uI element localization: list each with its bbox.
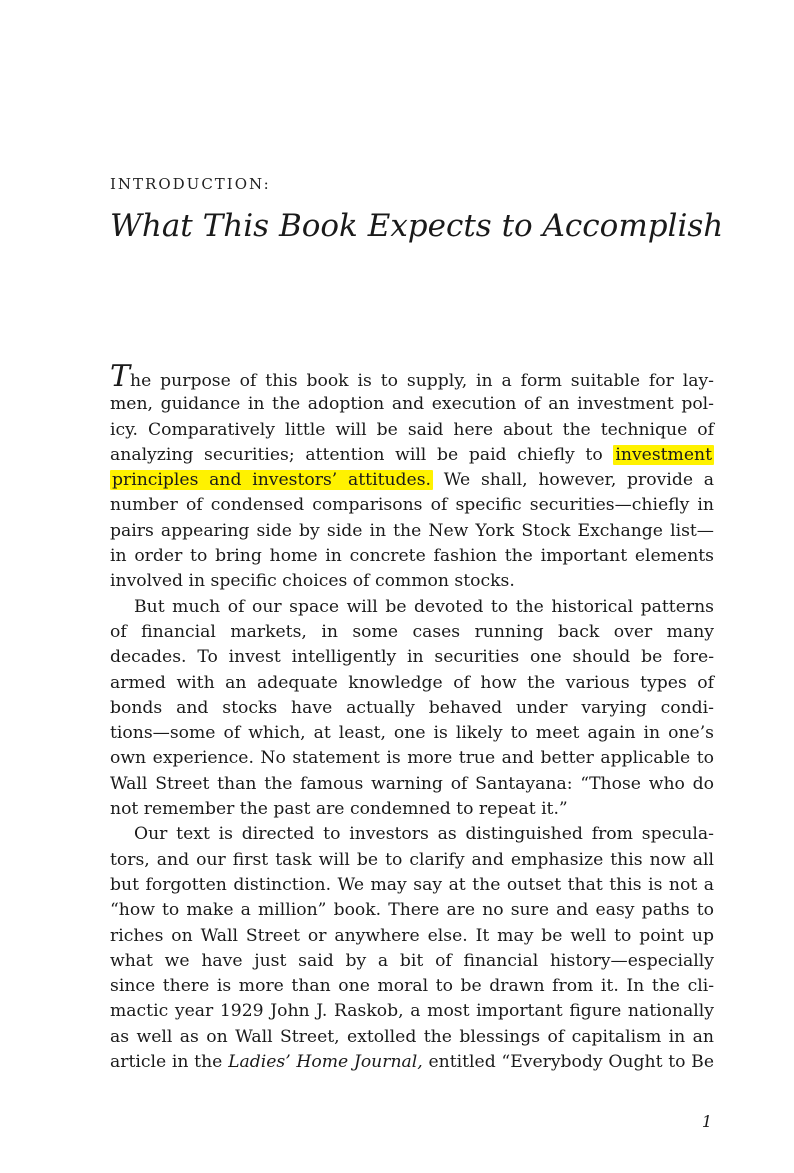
text-line: tors, and our first task will be to clarify and emphasize this now all [110,849,714,870]
text-segment: analyzing securities; attention will be paid chiefly to [110,444,603,465]
text-segment: We shall, however, provide a [443,470,715,491]
text-line: number of condensed comparisons of specific securities—chiefly in [110,495,714,516]
text-line: tions—some of which, at least, one is likely to meet again in one’s [110,723,714,744]
text-line [110,468,714,493]
text-line [110,359,714,394]
text-line: own experience. No statement is more true and better applicable to [110,748,714,769]
text-line [110,1050,714,1075]
text-line: mactic year 1929 John J. Raskob, a most important figure nationally [110,1001,714,1022]
text-line: pairs appearing side by side in the New York Stock Exchange list— [110,520,714,541]
text-line: decades. To invest intelligently in securities one should be fore- [110,647,714,668]
text-line: as well as on Wall Street, extolled the blessings of capitalism in an [110,1026,714,1047]
text-line: Our text is directed to investors as distinguished from specula- [134,824,714,845]
text-line: armed with an adequate knowledge of how the various types of [110,672,714,693]
page-number: 1 [701,1112,712,1131]
text-line: icy. Comparatively little will be said here about the technique of [110,419,714,440]
text-line: Wall Street than the famous warning of Santayana: “Those who do [110,773,714,794]
paragraph [110,595,714,823]
text-line: what we have just said by a bit of financial history—especially [110,950,714,971]
text-line: not remember the past are condemned to repeat it.” [110,799,568,820]
italic-title: Ladies’ Home Journal, [228,1052,423,1073]
text-line: “how to make a million” book. There are no sure and easy paths to [110,900,714,921]
paragraph [110,822,714,1075]
text-line [110,443,714,468]
text-line: But much of our space will be devoted to the historical patterns [134,596,714,617]
text-line: riches on Wall Street or anywhere else. It may be well to point up [110,925,714,946]
text-line: of financial markets, in some cases running back over many [110,621,714,642]
text-segment: entitled “Everybody Ought to Be [428,1052,714,1073]
text-line: in order to bring home in concrete fashion the important elements [110,546,714,567]
text-line: bonds and stocks have actually behaved under varying condi- [110,697,714,718]
body-text [110,359,715,1075]
text-line: involved in specific choices of common stocks. [110,571,515,592]
text-line: men, guidance in the adoption and execution of an investment pol- [110,394,714,415]
text-line: but forgotten distinction. We may say at the outset that this is not a [110,874,714,895]
text-segment: he purpose of this book is to supply, in a form suitable for lay- [130,371,714,391]
chapter-title: What This Book Expects to Accomplish [110,208,724,244]
highlighted-text[interactable]: principles and investors’ attitudes. [112,470,432,491]
paragraph [110,359,715,595]
drop-cap: T [110,359,131,394]
text-line: since there is more than one moral to be drawn from it. In the cli- [110,976,714,997]
text-segment: article in the [110,1052,223,1073]
chapter-label: INTRODUCTION: [110,175,271,193]
highlighted-text[interactable]: investment [615,444,712,465]
